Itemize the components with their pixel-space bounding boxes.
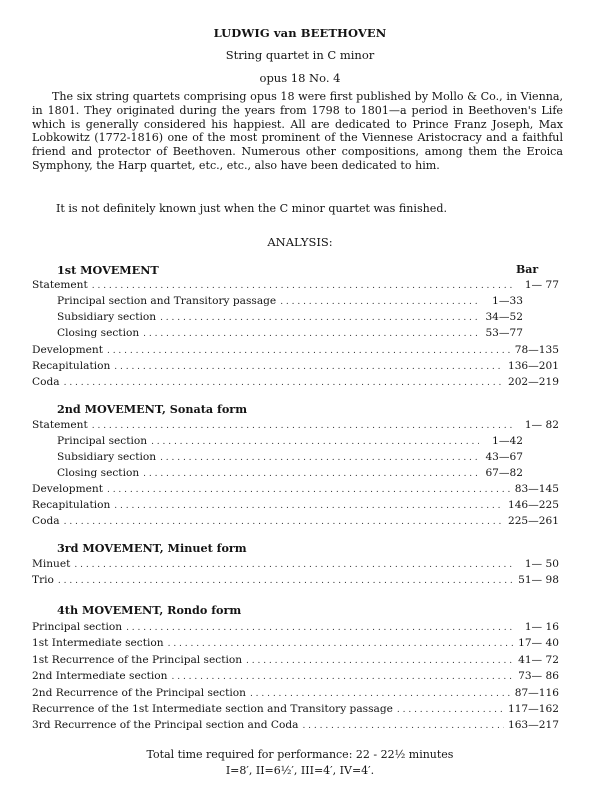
analysis-row: [32, 482, 559, 497]
row-bars: 51— 98: [518, 574, 559, 586]
leader-dots: [302, 719, 504, 733]
row-label: Closing section: [57, 327, 140, 339]
movement-1-title: 1st MOVEMENT: [57, 263, 159, 277]
leader-dots: [397, 703, 504, 717]
row-label: 1st Intermediate section: [32, 637, 164, 649]
row-bars: 67—82: [485, 467, 523, 479]
analysis-row: [32, 278, 559, 293]
row-label: Recurrence of the 1st Intermediate section and Transitory passage: [32, 703, 393, 715]
row-label: Development: [32, 344, 103, 356]
analysis-heading: ANALYSIS:: [267, 235, 333, 249]
leader-dots: [114, 360, 504, 374]
analysis-row: [57, 434, 523, 449]
analysis-row: [57, 450, 523, 465]
analysis-row: [32, 669, 559, 684]
analysis-row: [32, 620, 559, 635]
analysis-row: [32, 514, 559, 529]
opus-number: opus 18 No. 4: [259, 71, 341, 85]
row-label: Principal section and Transitory passage: [57, 295, 277, 307]
row-label: 1st Recurrence of the Principal section: [32, 654, 243, 666]
movement-3-title: 3rd MOVEMENT, Minuet form: [57, 541, 247, 555]
analysis-row: [32, 375, 559, 390]
row-bars: 163—217: [507, 719, 559, 731]
row-label: Minuet: [32, 558, 71, 570]
row-label: Trio: [32, 574, 54, 586]
leader-dots: [151, 435, 479, 449]
composer-name: LUDWIG van BEETHOVEN: [213, 26, 387, 40]
leader-dots: [160, 311, 479, 325]
leader-dots: [143, 327, 479, 341]
row-label: Coda: [32, 515, 60, 527]
row-bars: 1— 82: [524, 419, 559, 431]
row-bars: 225—261: [507, 515, 559, 527]
composition-date-note: It is not definitely known just when the C minor quartet was finished.: [56, 202, 447, 215]
analysis-row: [57, 294, 523, 309]
work-title: String quartet in C minor: [225, 48, 375, 62]
row-bars: 1— 16: [524, 621, 559, 633]
row-bars: 136—201: [507, 360, 559, 372]
analysis-row: [32, 702, 559, 717]
leader-dots: [246, 654, 514, 668]
analysis-row: [32, 557, 559, 572]
intro-paragraph: The six string quartets comprising opus 18 were first published by Mollo & Co., in Vienna, in 1801. They originated during the years from 1798 to 1801—a period in Beethoven's Life which is generally considered his happiest. All are dedicated to Prince Franz Joseph, Max Lobkowitz (1772-1816) one of the most prominent of the Viennese Aristocracy and a faithful friend and protector of Beethoven. Numerous other compositions, among them the Eroica Symphony, the Harp quartet, etc., etc., also have been dedicated to him.: [32, 90, 563, 172]
bar-column-label: Bar: [516, 263, 539, 276]
row-label: Recapitulation: [32, 360, 111, 372]
row-label: 2nd Recurrence of the Principal section: [32, 687, 246, 699]
leader-dots: [107, 483, 511, 497]
leader-dots: [92, 279, 515, 293]
leader-dots: [92, 419, 515, 433]
row-label: Development: [32, 483, 103, 495]
row-label: Principal section: [32, 621, 123, 633]
row-bars: 53—77: [485, 327, 523, 339]
leader-dots: [126, 621, 515, 635]
row-bars: 78—135: [514, 344, 559, 356]
row-bars: 73— 86: [518, 670, 559, 682]
leader-dots: [168, 637, 514, 651]
row-label: Subsidiary section: [57, 311, 157, 323]
row-bars: 34—52: [485, 311, 523, 323]
leader-dots: [64, 376, 504, 390]
leader-dots: [250, 687, 511, 701]
leader-dots: [143, 467, 479, 481]
leader-dots: [160, 451, 479, 465]
movement-timings: I=8′, II=6½′, III=4′, IV=4′.: [225, 764, 375, 777]
row-bars: 1—33: [492, 295, 523, 307]
row-bars: 146—225: [507, 499, 559, 511]
row-bars: 117—162: [507, 703, 559, 715]
row-bars: 1— 77: [524, 279, 559, 291]
leader-dots: [74, 558, 515, 572]
row-label: Recapitulation: [32, 499, 111, 511]
row-label: Principal section: [57, 435, 148, 447]
analysis-row: [57, 326, 523, 341]
analysis-row: [32, 653, 559, 668]
analysis-row: [32, 343, 559, 358]
row-bars: 41— 72: [518, 654, 559, 666]
row-label: Subsidiary section: [57, 451, 157, 463]
row-bars: 87—116: [514, 687, 559, 699]
leader-dots: [172, 670, 515, 684]
analysis-row: [57, 310, 523, 325]
row-label: Statement: [32, 419, 88, 431]
analysis-row: [32, 636, 559, 651]
analysis-row: [32, 359, 559, 374]
movement-2-title: 2nd MOVEMENT, Sonata form: [57, 402, 248, 416]
row-label: Closing section: [57, 467, 140, 479]
analysis-row: [32, 686, 559, 701]
row-label: 2nd Intermediate section: [32, 670, 168, 682]
analysis-row: [32, 718, 559, 733]
row-bars: 83—145: [514, 483, 559, 495]
leader-dots: [64, 515, 504, 529]
leader-dots: [280, 295, 479, 309]
row-bars: 202—219: [507, 376, 559, 388]
row-label: 3rd Recurrence of the Principal section and Coda: [32, 719, 299, 731]
analysis-row: [57, 466, 523, 481]
analysis-row: [32, 418, 559, 433]
row-bars: 1— 50: [524, 558, 559, 570]
analysis-row: [32, 573, 559, 588]
leader-dots: [58, 574, 514, 588]
row-label: Statement: [32, 279, 88, 291]
total-performance-time: Total time required for performance: 22 - 22½ minutes: [146, 748, 454, 761]
row-bars: 1—42: [492, 435, 523, 447]
row-label: Coda: [32, 376, 60, 388]
leader-dots: [107, 344, 511, 358]
row-bars: 43—67: [485, 451, 523, 463]
analysis-row: [32, 498, 559, 513]
movement-4-title: 4th MOVEMENT, Rondo form: [57, 603, 242, 617]
row-bars: 17— 40: [518, 637, 559, 649]
leader-dots: [114, 499, 504, 513]
